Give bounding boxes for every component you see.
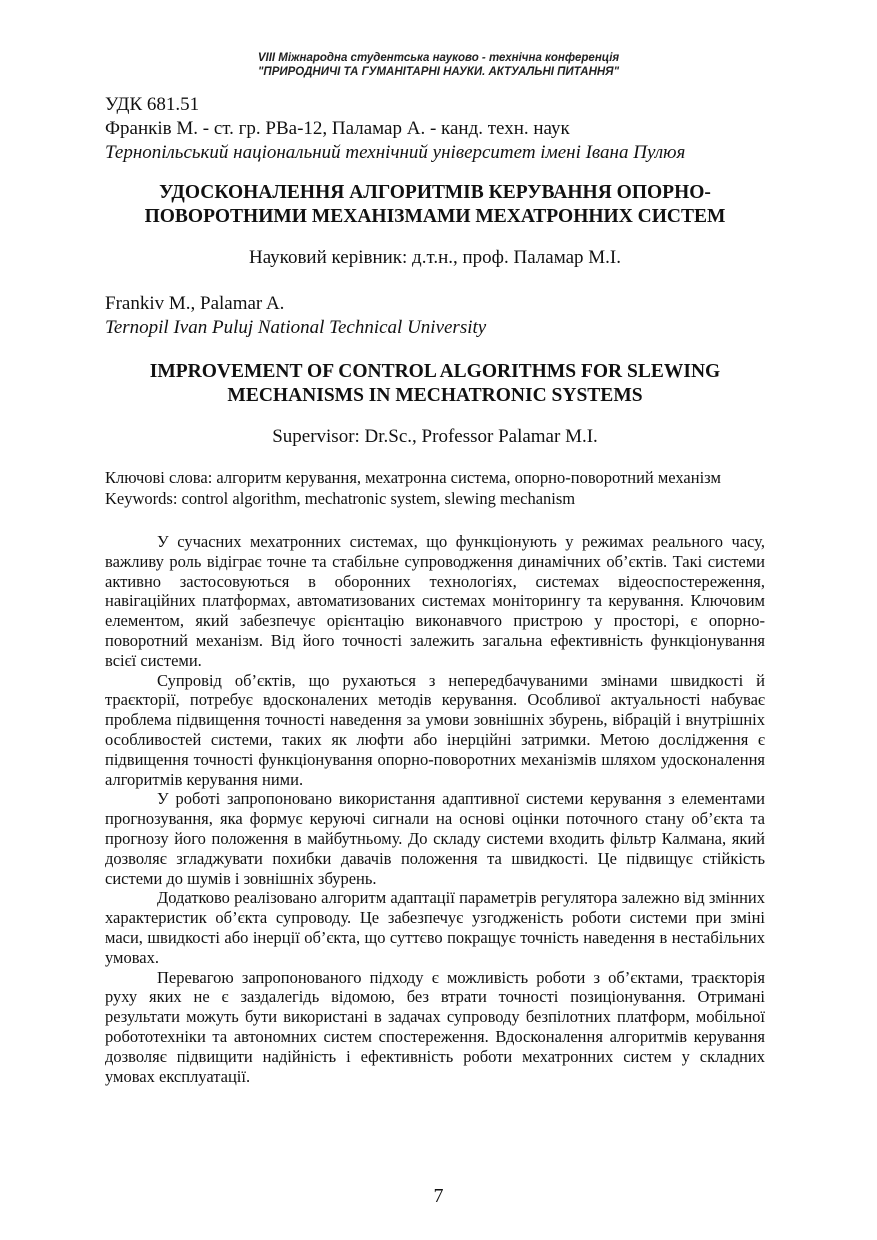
supervisor-ua: Науковий керівник: д.т.н., проф. Паламар М.І. <box>248 247 622 268</box>
conference-header-line-1: VIII Міжнародна студентська науково - технічна конференція <box>257 52 620 64</box>
paragraph: У роботі запропоновано використання адаптивної системи керування з елементами прогнозування, яка формує керуючі сигнали на основі оцінки поточного стану об’єкта та прогнозу його положення в майбутньому. До складу системи входить фільтр Калмана, який дозволяє згладжувати похибки давачів положення та швидкості. Це підвищує стійкість системи до шумів і зовнішніх збурень. <box>105 789 765 888</box>
paragraph: У сучасних мехатронних системах, що функціонують у режимах реального часу, важливу роль відіграє точне та стабільне супроводження динамічних об’єктів. Такі системи активно застосовуються в оборонних технологіях, системах відеоспостереження, навігаційних платформах, автоматизованих системах моніторингу та керування. Ключовим елементом, який забезпечує орієнтацію виконавчого пристрою у просторі, є опорно-поворотний механізм. Від його точності залежить загальна ефективність функціонування всієї системи. <box>105 532 765 670</box>
affiliation-en: Ternopil Ivan Puluj National Technical University <box>105 317 487 338</box>
title-en-line-1: IMPROVEMENT OF CONTROL ALGORITHMS FOR SLEWING <box>149 361 721 382</box>
keywords-ua: Ключові слова: алгоритм керування, мехатронна система, опорно-поворотний механізм <box>105 468 721 487</box>
title-ua-line-2: ПОВОРОТНИМИ МЕХАНІЗМАМИ МЕХАТРОННИХ СИСТЕМ <box>144 206 726 227</box>
supervisor-en: Supervisor: Dr.Sc., Professor Palamar M.I. <box>272 426 598 447</box>
paragraph: Перевагою запропонованого підходу є можливість роботи з об’єктами, траєкторія руху яких не є заздалегідь відомою, без втрати точності позиціонування. Отримані результати можуть бути використані в задачах супроводу безпілотних платформ, мобільної робототехніки та автономних систем спостереження. Вдосконалення алгоритмів керування дозволяє підвищити надійність і ефективність роботи мехатронних систем у складних умовах експлуатації. <box>105 967 765 1086</box>
paper-content <box>105 93 765 1086</box>
page-number: 7 <box>433 1185 444 1207</box>
title-en-line-2: MECHANISMS IN MECHATRONIC SYSTEMS <box>227 385 643 406</box>
conference-header-line-2: "ПРИРОДНИЧІ ТА ГУМАНІТАРНІ НАУКИ. АКТУАЛЬНІ ПИТАННЯ" <box>257 66 620 78</box>
authors-ua: Франків М. - ст. гр. РВа-12, Паламар А. - канд. техн. наук <box>105 118 570 139</box>
authors-en: Frankiv M., Palamar A. <box>105 293 285 314</box>
conference-header <box>0 51 877 79</box>
body-text <box>105 532 765 1086</box>
title-ua-line-1: УДОСКОНАЛЕННЯ АЛГОРИТМІВ КЕРУВАННЯ ОПОРНО- <box>159 182 711 203</box>
title-ua <box>105 181 765 229</box>
udk-code: УДК 681.51 <box>105 94 200 115</box>
keywords-en: Keywords: control algorithm, mechatronic system, slewing mechanism <box>105 489 576 508</box>
title-en <box>105 360 765 408</box>
affiliation-ua: Тернопільський національний технічний університет імені Івана Пулюя <box>105 142 686 163</box>
paragraph: Супровід об’єктів, що рухаються з непередбачуваними змінами швидкості й траєкторії, потребує вдосконалених методів керування. Особливої актуальності набуває проблема підвищення точності наведення за умови зовнішніх збурень, вібрацій і внутрішніх особливостей системи, таких як люфти або інерційні затримки. Метою дослідження є підвищення точності функціонування опорно-поворотних механізмів шляхом удосконалення алгоритмів керування ними. <box>105 670 765 789</box>
paragraph: Додатково реалізовано алгоритм адаптації параметрів регулятора залежно від змінних характеристик об’єкта супроводу. Це забезпечує узгодженість роботи системи при зміні маси, швидкості або інерції об’єкта, що суттєво покращує точність наведення в нестабільних умовах. <box>105 888 765 967</box>
